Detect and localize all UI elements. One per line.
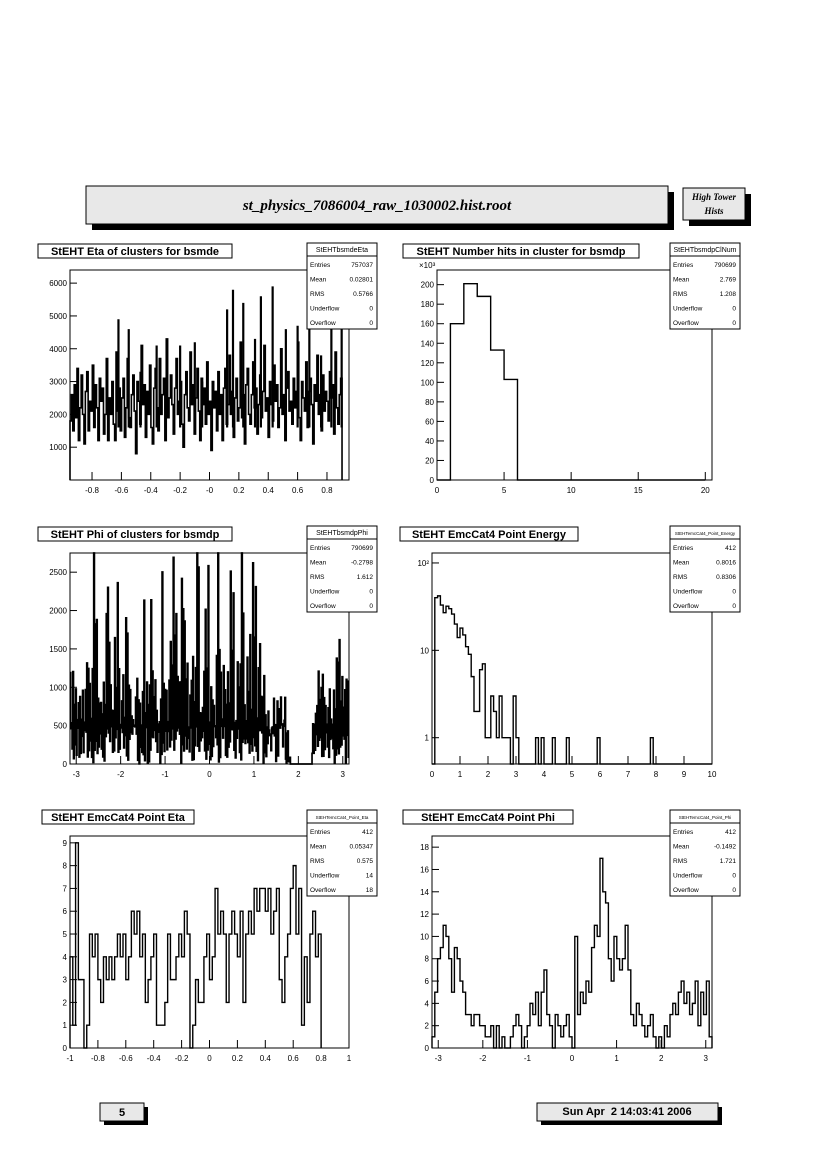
x-tick-label: 3: [703, 1054, 708, 1063]
x-tick-label: 2: [658, 1054, 664, 1063]
stats-value: 14: [365, 872, 373, 880]
y-tick-label: 4: [62, 952, 67, 962]
x-tick-label: 4: [541, 770, 547, 779]
x-tick-label: 7: [625, 770, 631, 779]
x-tick-label: -0.2: [173, 486, 188, 495]
stats-label: Entries: [310, 829, 331, 836]
stats-value: -0.2798: [350, 559, 373, 567]
stats-label: Underflow: [310, 872, 340, 880]
x-tick-label: -0.6: [118, 1054, 133, 1063]
tag-box: [683, 188, 751, 226]
x-tick-label: 1: [251, 770, 257, 779]
stats-label: Mean: [310, 843, 327, 851]
x-tick-label: -3: [434, 1054, 442, 1063]
stats-label: RMS: [310, 858, 325, 865]
page-number: 5: [118, 1107, 126, 1119]
x-tick-label: -0.2: [174, 1054, 189, 1063]
x-tick-label: 3: [513, 770, 519, 779]
y-tick-label: 120: [420, 358, 434, 368]
x-tick-label: 5: [501, 486, 507, 495]
y-tick-label: 10: [420, 932, 429, 942]
stats-value: 757037: [351, 262, 373, 269]
stats-label: Mean: [673, 559, 690, 567]
stats-label: Overflow: [673, 320, 699, 327]
y-tick-label: 12: [420, 910, 429, 920]
stats-label: Mean: [310, 559, 327, 567]
y-tick-label: 500: [53, 721, 67, 731]
stats-value: 0.8306: [716, 574, 736, 581]
histogram-panel-6: [403, 810, 740, 1063]
stats-value: 0: [732, 588, 736, 596]
stats-label: RMS: [310, 574, 325, 581]
stats-value: 1.612: [356, 574, 373, 581]
stats-value: 0.8016: [716, 559, 736, 567]
stats-label: RMS: [673, 291, 688, 298]
x-tick-label: 0.2: [231, 1054, 243, 1063]
histogram-panel-2: [403, 243, 740, 495]
y-tick-label: 180: [420, 300, 434, 310]
x-tick-label: 0: [569, 1054, 575, 1063]
stats-label: Overflow: [310, 320, 336, 327]
page-number-box: [100, 1103, 148, 1125]
file-title-box: [86, 186, 674, 230]
x-tick-label: 0: [207, 770, 212, 779]
x-tick-label: 9: [681, 770, 687, 779]
x-tick-label: -2: [479, 1054, 487, 1063]
x-tick-label: 0.4: [262, 486, 274, 495]
stats-label: Overflow: [673, 887, 699, 894]
stats-value: 0: [369, 603, 373, 610]
y-tick-label: 2000: [49, 410, 67, 420]
y-tick-label: 160: [420, 319, 434, 329]
y-tick-label: 1500: [49, 644, 67, 654]
stats-value: 0: [369, 588, 373, 596]
stats-label: Underflow: [673, 305, 703, 313]
y-tick-label: 1: [424, 733, 429, 743]
y-tick-label: 8: [62, 861, 67, 871]
plot-title: StEHT Number hits in cluster for bsmdp: [416, 246, 626, 258]
x-tick-label: 0.8: [321, 486, 333, 495]
stats-value: 412: [725, 829, 736, 836]
x-tick-label: 8: [653, 770, 659, 779]
stats-value: 412: [725, 545, 736, 552]
stats-value: 0: [732, 887, 736, 894]
y-tick-label: 200: [420, 280, 434, 290]
y-tick-label: 10: [420, 646, 429, 656]
stats-label: Overflow: [310, 603, 336, 610]
x-tick-label: 2: [296, 770, 301, 779]
stats-value: 0: [732, 603, 736, 610]
y-tick-label: 1000: [49, 443, 67, 453]
x-tick-label: 1: [346, 1054, 352, 1063]
stats-label: RMS: [673, 574, 688, 581]
y-tick-label: 1000: [49, 683, 67, 693]
histogram-panel-5: [42, 810, 377, 1063]
x-tick-label: 10: [707, 770, 717, 779]
stats-label: RMS: [310, 291, 325, 298]
y-tick-label: 2000: [49, 606, 67, 616]
x-tick-label: 6: [597, 770, 603, 779]
y-tick-label: 6000: [49, 279, 67, 289]
y-tick-label: 16: [420, 865, 429, 875]
histogram-panel-4: [400, 526, 740, 779]
y-tick-label: 5000: [49, 311, 67, 321]
stats-value: 0: [732, 305, 736, 313]
x-tick-label: 15: [633, 486, 643, 495]
y-tick-label: 20: [425, 456, 434, 466]
y-tick-label: 0: [429, 476, 434, 485]
y-tick-label: 18: [420, 843, 429, 853]
stats-value: 0.02801: [349, 276, 373, 284]
y-tick-label: 0: [424, 1044, 429, 1053]
stats-value: 0: [732, 320, 736, 327]
y-tick-label: 3: [62, 975, 67, 985]
stats-name: StEHTemcCat4_Point_Eta: [315, 815, 369, 820]
x-tick-label: 0.4: [259, 1054, 271, 1063]
histogram-line: [70, 843, 321, 1048]
x-tick-label: -0.4: [146, 1054, 161, 1063]
file-title: st_physics_7086004_raw_1030002.hist.root: [242, 198, 512, 214]
stats-value: 790699: [351, 545, 373, 552]
histogram-panel-3: [38, 526, 377, 779]
tag-line2: Hists: [704, 206, 724, 216]
x-tick-label: -0.8: [85, 486, 99, 495]
x-tick-label: 0.6: [292, 486, 304, 495]
y-tick-label: 9: [62, 838, 67, 848]
y-tick-label: 7: [62, 884, 67, 894]
y-tick-label: 100: [420, 378, 434, 388]
x-tick-label: 20: [700, 486, 710, 495]
y-tick-label: 6: [424, 977, 429, 987]
stats-label: Mean: [673, 276, 690, 284]
y-exponent-label: ×10³: [419, 261, 436, 270]
stats-value: 0: [369, 320, 373, 327]
y-tick-label: 10²: [417, 558, 429, 568]
x-tick-label: -1: [523, 1054, 531, 1063]
y-tick-label: 4000: [49, 344, 67, 354]
y-tick-label: 80: [425, 397, 434, 407]
stats-value: -0.1492: [713, 843, 736, 851]
x-tick-label: 0: [429, 770, 435, 779]
tag-line1: High Tower: [692, 192, 736, 202]
histogram-line: [437, 284, 705, 480]
y-tick-label: 2: [62, 998, 67, 1008]
histogram-line: [70, 339, 342, 480]
stats-name: StEHTemcCat4_Point_Energy: [674, 531, 736, 536]
x-tick-label: -0: [205, 486, 214, 495]
plot-title: StEHT EmcCat4 Point Phi: [421, 812, 555, 824]
stats-label: Entries: [673, 545, 694, 552]
y-tick-label: 140: [420, 339, 434, 349]
stats-value: 0.575: [356, 858, 373, 865]
stats-name: StEHTbsmdpClNum: [673, 247, 737, 254]
plot-title: StEHT Eta of clusters for bsmde: [50, 246, 220, 258]
x-tick-label: 0: [434, 486, 440, 495]
stats-label: Entries: [673, 829, 694, 836]
y-tick-label: 5: [62, 930, 67, 940]
x-tick-label: 0.8: [315, 1054, 327, 1063]
stats-value: 0.05347: [349, 843, 373, 851]
histogram-line: [432, 596, 712, 764]
stats-value: 0: [732, 872, 736, 880]
date-label: Sun Apr 2 14:03:41 2006: [562, 1106, 692, 1118]
plot-title: StEHT Phi of clusters for bsmdp: [50, 529, 220, 541]
x-tick-label: -0.6: [114, 486, 129, 495]
y-tick-label: 2500: [49, 568, 67, 578]
stats-name: StEHTemcCat4_Point_Phi: [678, 815, 732, 820]
stats-name: StEHTbsmdeEta: [315, 247, 369, 254]
x-tick-label: 0.2: [233, 486, 245, 495]
x-tick-label: 1: [457, 770, 463, 779]
y-tick-label: 8: [424, 954, 429, 964]
stats-label: Overflow: [673, 603, 699, 610]
stats-label: Underflow: [310, 305, 340, 313]
y-tick-label: 14: [420, 887, 429, 897]
stats-label: Underflow: [673, 872, 703, 880]
histogram-panel-1: [38, 243, 377, 495]
x-tick-label: 0: [207, 1054, 212, 1063]
x-tick-label: 0.6: [287, 1054, 299, 1063]
x-tick-label: -0.4: [143, 486, 158, 495]
stats-label: Underflow: [310, 588, 340, 596]
x-tick-label: 3: [340, 770, 346, 779]
y-tick-label: 6: [62, 907, 67, 917]
stats-name: StEHTbsmdpPhi: [316, 530, 368, 537]
x-tick-label: -2: [117, 770, 125, 779]
stats-value: 0: [369, 305, 373, 313]
x-tick-label: 5: [569, 770, 575, 779]
y-tick-label: 0: [62, 760, 67, 769]
y-tick-label: 40: [425, 436, 434, 446]
x-tick-label: 2: [485, 770, 491, 779]
x-tick-label: -0.8: [91, 1054, 105, 1063]
stats-value: 2.769: [719, 276, 736, 284]
stats-value: 412: [362, 829, 373, 836]
y-tick-label: 0: [62, 1044, 67, 1053]
stats-value: 1.208: [719, 291, 736, 298]
date-box: [537, 1103, 722, 1125]
stats-label: Entries: [310, 262, 331, 269]
y-tick-label: 3000: [49, 377, 67, 387]
y-tick-label: 4: [424, 999, 429, 1009]
x-tick-label: -3: [72, 770, 80, 779]
x-tick-label: 1: [614, 1054, 619, 1063]
plot-title: StEHT EmcCat4 Point Eta: [51, 812, 185, 824]
stats-value: 0.5766: [353, 291, 373, 298]
stats-value: 790699: [714, 262, 736, 269]
y-tick-label: 2: [424, 1021, 429, 1031]
stats-label: Entries: [673, 262, 694, 269]
stats-label: Entries: [310, 545, 331, 552]
stats-value: 18: [365, 887, 373, 894]
stats-value: 1.721: [719, 858, 736, 865]
y-tick-label: 60: [425, 417, 434, 427]
x-tick-label: -1: [161, 770, 169, 779]
x-tick-label: -1: [66, 1054, 74, 1063]
stats-label: RMS: [673, 858, 688, 865]
stats-label: Mean: [310, 276, 327, 284]
stats-label: Underflow: [673, 588, 703, 596]
plot-title: StEHT EmcCat4 Point Energy: [411, 529, 567, 541]
stats-label: Mean: [673, 843, 690, 851]
x-tick-label: 10: [566, 486, 576, 495]
y-tick-label: 1: [62, 1021, 67, 1031]
stats-label: Overflow: [310, 887, 336, 894]
